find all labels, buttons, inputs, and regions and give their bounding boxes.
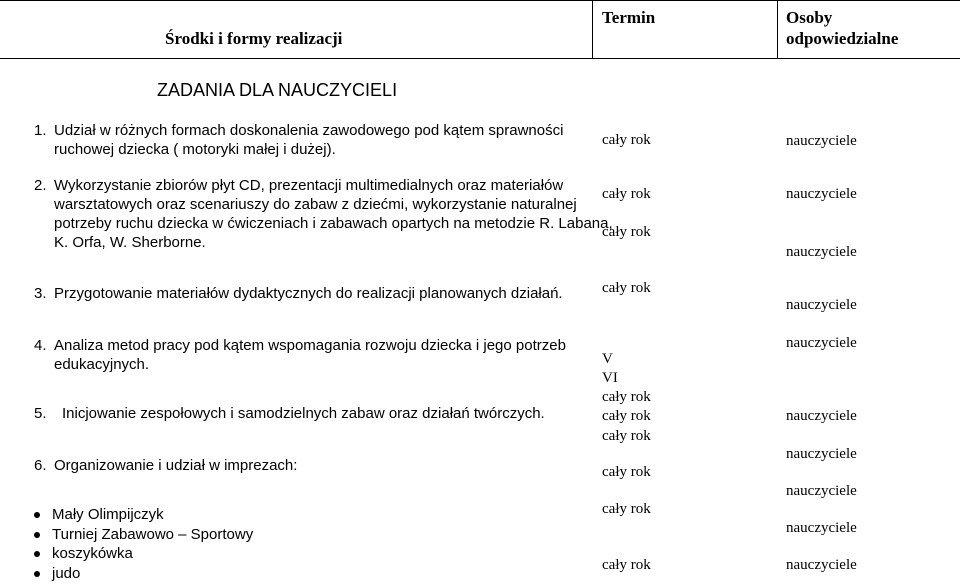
- task-2-text-line3: potrzeby ruchu dziecka w ćwiczeniach i zabawach opartych na metodzie R. Labana,: [54, 215, 613, 232]
- bullet-icon: [34, 571, 40, 577]
- task-2-number: 2.: [34, 177, 47, 194]
- responsible-cell: nauczyciele: [786, 335, 857, 351]
- responsible-cell: nauczyciele: [786, 557, 857, 573]
- header-top-border: [0, 0, 960, 1]
- responsible-cell: nauczyciele: [786, 133, 857, 149]
- task-3-number: 3.: [34, 285, 47, 302]
- column-divider-right: [777, 0, 778, 58]
- deadline-cell: cały rok: [602, 428, 651, 444]
- responsible-cell: nauczyciele: [786, 483, 857, 499]
- deadline-cell: cały rok: [602, 280, 651, 296]
- event-item: Mały Olimpijczyk: [52, 506, 164, 523]
- deadline-cell: cały rok: [602, 224, 651, 240]
- deadline-cell: VI: [602, 370, 618, 386]
- column-divider-left: [592, 0, 593, 58]
- header-bottom-border: [0, 58, 960, 59]
- task-1-text-line1: Udział w różnych formach doskonalenia zawodowego pod kątem sprawności: [54, 122, 564, 139]
- task-6-text-line1: Organizowanie i udział w imprezach:: [54, 457, 298, 474]
- task-4-text-line2: edukacyjnych.: [54, 356, 150, 373]
- task-3-text-line1: Przygotowanie materiałów dydaktycznych do realizacji planowanych działań.: [54, 285, 563, 302]
- deadline-cell: cały rok: [602, 408, 651, 424]
- task-5-number: 5.: [34, 405, 47, 422]
- task-6-number: 6.: [34, 457, 47, 474]
- task-1-number: 1.: [34, 122, 47, 139]
- responsible-cell: nauczyciele: [786, 297, 857, 313]
- responsible-cell: nauczyciele: [786, 244, 857, 260]
- deadline-cell: cały rok: [602, 464, 651, 480]
- header-responsible-line2: odpowiedzialne: [786, 29, 899, 48]
- deadline-cell: cały rok: [602, 132, 651, 148]
- task-2-text-line1: Wykorzystanie zbiorów płyt CD, prezentacji multimedialnych oraz materiałów: [54, 177, 564, 194]
- responsible-cell: nauczyciele: [786, 520, 857, 536]
- deadline-cell: cały rok: [602, 557, 651, 573]
- deadline-cell: cały rok: [602, 186, 651, 202]
- deadline-cell: V: [602, 351, 613, 367]
- task-4-text-line1: Analiza metod pracy pod kątem wspomagania rozwoju dziecka i jego potrzeb: [54, 337, 566, 354]
- task-2-text-line4: K. Orfa, W. Sherborne.: [54, 234, 206, 251]
- deadline-cell: cały rok: [602, 389, 651, 405]
- event-item: koszykówka: [52, 545, 133, 562]
- bullet-icon: [34, 532, 40, 538]
- event-item: Turniej Zabawowo – Sportowy: [52, 526, 254, 543]
- task-1-text-line2: ruchowej dziecka ( motoryki małej i dużej).: [54, 141, 336, 158]
- bullet-icon: [34, 512, 40, 518]
- header-deadline: Termin: [602, 8, 656, 27]
- deadline-cell: cały rok: [602, 501, 651, 517]
- section-title: ZADANIA DLA NAUCZYCIELI: [157, 80, 398, 100]
- task-5-text-line1: Inicjowanie zespołowych i samodzielnych zabaw oraz działań twórczych.: [62, 405, 545, 422]
- event-item: judo: [52, 565, 81, 582]
- responsible-cell: nauczyciele: [786, 446, 857, 462]
- bullet-icon: [34, 551, 40, 557]
- responsible-cell: nauczyciele: [786, 186, 857, 202]
- header-responsible-line1: Osoby: [786, 8, 833, 27]
- task-4-number: 4.: [34, 337, 47, 354]
- task-2-text-line2: warsztatowych oraz scenariuszy do zabaw z dziećmi, wykorzystanie naturalnej: [54, 196, 577, 213]
- header-forms-of-realization: Środki i formy realizacji: [165, 29, 343, 48]
- responsible-cell: nauczyciele: [786, 408, 857, 424]
